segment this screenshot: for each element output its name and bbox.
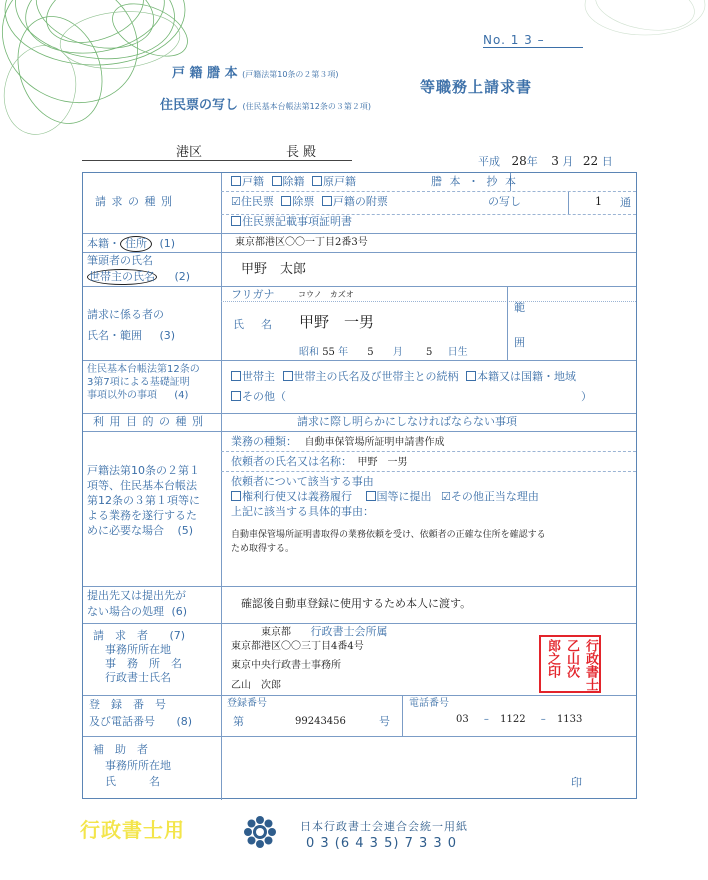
option-setainushi: 世帯主 xyxy=(242,370,275,383)
date-month: 3 xyxy=(551,154,559,168)
phone-2: 1122 xyxy=(500,714,526,725)
head-name-value: 甲野 太郎 xyxy=(241,262,307,277)
label-purpose-c: 第12条の３第１項等に xyxy=(87,494,200,507)
copy-suffix: の写し xyxy=(488,195,521,208)
checkbox-other-reason-checked[interactable]: ☑ xyxy=(441,490,451,503)
range-label-2: 囲 xyxy=(514,336,525,349)
birth-day: 5 xyxy=(426,347,433,358)
checkbox-joseki[interactable] xyxy=(272,176,282,186)
label-purpose-e-row xyxy=(87,524,193,538)
reg-prefix: 第 xyxy=(233,715,244,728)
checkbox-setainushi[interactable] xyxy=(231,371,241,381)
date-year: 28 xyxy=(511,154,527,168)
birth-era: 昭和 xyxy=(299,347,319,358)
guilloche-decoration-right xyxy=(565,0,708,60)
option-certificate: 住民票記載事項証明書 xyxy=(242,215,352,228)
request-date xyxy=(478,153,613,169)
label-head-name-a: 筆頭者の氏名 xyxy=(87,254,153,267)
date-day-unit: 日 xyxy=(601,155,613,168)
detail-label: 上記に該当する具体的事由： xyxy=(231,505,374,518)
request-type-line3 xyxy=(231,215,352,229)
phone-number xyxy=(456,713,582,727)
addressee-ward: 港区 xyxy=(176,145,203,160)
checkbox-government[interactable] xyxy=(366,491,376,501)
label-registration-b: 及び電話番号 xyxy=(89,715,155,728)
title-line1 xyxy=(172,62,339,81)
phone-1: 03 xyxy=(456,714,469,725)
name-label: 氏 名 xyxy=(233,318,275,331)
business-value: 自動車保管場所証明申請書作成 xyxy=(304,437,445,448)
label-head-name xyxy=(87,269,190,285)
label-purpose-d: よる業務を遂行するた xyxy=(87,509,197,522)
reg-suffix: 号 xyxy=(379,715,390,728)
footer-org: 日本行政書士会連合会統一用紙 xyxy=(300,820,468,833)
birth-year-unit: 年 xyxy=(338,347,349,358)
copy-count: 1 xyxy=(595,195,602,208)
label-registration-num: (8) xyxy=(176,715,193,728)
checkbox-jokyo[interactable] xyxy=(281,196,291,206)
option-fuhyo: 戸籍の附票 xyxy=(332,195,388,208)
footer-brand: 行政書士用 xyxy=(80,818,185,842)
footer-phone: 0 3 (6 4 3 5) 7 3 3 0 xyxy=(306,836,458,851)
option-joseki: 除籍 xyxy=(282,175,305,188)
title-juminhyo-note: (住民基本台帳法第12条の３第２項) xyxy=(242,102,371,111)
purpose-type-value: 請求に際し明らかにしなければならない事項 xyxy=(297,415,517,428)
option-rights: 権利行使又は義務履行 xyxy=(242,490,352,503)
reason-options xyxy=(231,490,539,504)
date-month-unit: 月 xyxy=(562,155,574,168)
label-assistant-c: 氏 名 xyxy=(105,775,160,788)
official-seal xyxy=(539,635,601,693)
title-suffix: 等職務上請求書 xyxy=(420,78,533,96)
label-other-c: 事項以外の事項 xyxy=(87,390,157,401)
copy-types: 謄 本 ・ 抄 本 xyxy=(431,175,518,188)
option-government: 国等に提出 xyxy=(376,490,432,503)
label-subject-b: 氏名・範囲 xyxy=(87,329,142,342)
birth-year: 55 xyxy=(322,347,335,358)
checkbox-juminhyo-checked[interactable]: ☑ xyxy=(231,195,241,208)
checkbox-koseki[interactable] xyxy=(231,176,241,186)
label-domicile-circled: 住所 xyxy=(120,236,152,252)
label-head-name-circled: 世帯主の氏名 xyxy=(89,270,155,283)
request-type-line1 xyxy=(231,175,356,189)
option-koseki: 戸籍 xyxy=(242,175,264,188)
birth-month: 5 xyxy=(367,347,374,358)
label-requester-d: 行政書士氏名 xyxy=(105,671,171,684)
seal-column-3: 郎之印 xyxy=(545,639,560,678)
option-juminhyo: 住民票 xyxy=(240,195,274,208)
phone-dash-1: – xyxy=(483,714,489,725)
label-purpose-b: 項等、住民基本台帳法 xyxy=(87,479,197,492)
birth-day-unit: 日生 xyxy=(447,347,468,358)
requester-office: 東京中央行政書士事務所 xyxy=(231,660,341,671)
label-head-name-num: (2) xyxy=(174,270,191,283)
submission-value: 確認後自動車登録に使用するため本人に渡す。 xyxy=(241,597,472,610)
business-row xyxy=(231,435,445,450)
domicile-value: 東京都港区〇〇一丁目2番3号 xyxy=(235,237,368,248)
copy-count-unit: 通 xyxy=(620,196,631,209)
label-assistant-b: 事務所所在地 xyxy=(105,759,171,772)
form-number: No. 1 3 – xyxy=(483,33,583,48)
business-label: 業務の種類： xyxy=(231,435,297,448)
label-domicile-a: 本籍・ xyxy=(87,237,120,250)
title-line2 xyxy=(160,94,371,113)
phone-label: 電話番号 xyxy=(409,698,449,709)
option-other: その他（ xyxy=(242,390,286,403)
label-submission-a: 提出先又は提出先が xyxy=(87,589,186,602)
request-type-line2 xyxy=(231,195,388,209)
option-honseki: 本籍又は国籍・地域 xyxy=(477,370,576,383)
other-other xyxy=(231,390,286,404)
label-requester xyxy=(93,629,185,643)
label-purpose-e: めに必要な場合 xyxy=(87,524,164,537)
reason-label: 依頼者について該当する事由 xyxy=(231,475,374,488)
addressee-underline xyxy=(82,160,352,161)
label-assistant-a: 補 助 者 xyxy=(93,743,148,756)
label-registration xyxy=(89,715,192,729)
date-day: 22 xyxy=(582,154,599,168)
requester-address: 東京都港区〇〇三丁目4番4号 xyxy=(231,641,364,652)
client-label: 依頼者の氏名又は名称： xyxy=(231,455,352,468)
label-submission-b: ない場合の処理 xyxy=(87,605,164,618)
phone-dash-2: – xyxy=(540,714,546,725)
label-requester-num: (7) xyxy=(169,629,186,642)
phone-3: 1133 xyxy=(556,714,583,725)
range-label: 範 xyxy=(514,301,525,314)
label-requester-c: 事 務 所 名 xyxy=(105,657,182,670)
requester-name: 乙山 次郎 xyxy=(231,680,281,691)
client-value: 甲野 一男 xyxy=(357,457,408,468)
label-purpose-a: 戸籍法第10条の２第１ xyxy=(87,464,200,477)
label-requester-b: 事務所所在地 xyxy=(105,643,171,656)
label-submission-num: (6) xyxy=(171,605,188,618)
checkbox-fuhyo[interactable] xyxy=(322,196,332,206)
label-subject xyxy=(87,329,175,343)
date-year-unit: 年 xyxy=(526,155,538,168)
title-koseki: 戸 籍 謄 本 xyxy=(172,66,238,81)
detail-line1: 自動車保管場所証明書取得の業務依頼を受け、依頼者の正確な住所を確認する xyxy=(231,530,546,540)
label-request-type: 請 求 の 種 別 xyxy=(95,195,173,208)
other-options xyxy=(231,370,576,384)
title-koseki-note: (戸籍法第10条の２第３項) xyxy=(242,70,339,79)
label-registration-a: 登 録 番 号 xyxy=(89,698,166,711)
client-row xyxy=(231,455,408,470)
addressee-title: 長殿 xyxy=(286,145,321,160)
checkbox-other[interactable] xyxy=(231,391,241,401)
label-purpose-type: 利 用 目 的 の 種 別 xyxy=(93,415,204,428)
checkbox-certificate[interactable] xyxy=(231,216,241,226)
subject-name-value: 甲野 一男 xyxy=(299,313,375,331)
association-pref: 東京都 xyxy=(261,627,291,638)
checkbox-honseki[interactable] xyxy=(466,371,476,381)
label-other-num: (4) xyxy=(174,390,189,401)
birth-date xyxy=(299,346,468,360)
option-jokyo: 除票 xyxy=(292,195,315,208)
option-relation: 世帯主の氏名及び世帯主との続柄 xyxy=(293,370,459,383)
association: 行政書士会所属 xyxy=(310,625,388,638)
request-form-table xyxy=(82,172,637,799)
association-row xyxy=(261,625,388,640)
label-subject-a: 請求に係る者の xyxy=(87,308,164,321)
detail-line2: ため取得する。 xyxy=(231,544,295,554)
label-domicile xyxy=(87,236,175,252)
birth-month-unit: 月 xyxy=(392,347,403,358)
association-emblem-icon xyxy=(243,815,277,849)
checkbox-rights[interactable] xyxy=(231,491,241,501)
date-era: 平成 xyxy=(478,155,500,168)
reg-label: 登録番号 xyxy=(227,698,267,709)
label-subject-num: (3) xyxy=(159,329,176,342)
seal-column-2: 乙山次 xyxy=(564,639,579,678)
label-submission xyxy=(87,605,187,619)
seal-column-1: 行政書士 xyxy=(583,639,598,691)
label-domicile-num: (1) xyxy=(159,237,176,250)
label-other xyxy=(87,389,188,403)
checkbox-relation[interactable] xyxy=(283,371,293,381)
option-other-reason: その他正当な理由 xyxy=(450,490,539,503)
label-other-a: 住民基本台帳法第12条の xyxy=(87,364,200,375)
option-genkoseki: 原戸籍 xyxy=(323,175,356,188)
other-close: ） xyxy=(581,390,592,403)
furigana-label: フリガナ xyxy=(231,288,275,301)
checkbox-genkoseki[interactable] xyxy=(312,176,322,186)
reg-number: 99243456 xyxy=(295,716,346,727)
label-other-b: 3第7項による基礎証明 xyxy=(87,377,190,388)
title-juminhyo: 住民票の写し xyxy=(160,98,239,113)
assistant-seal-mark: 印 xyxy=(571,776,582,789)
label-requester-a: 請 求 者 xyxy=(93,629,148,642)
furigana-value: コウノ カズオ xyxy=(298,290,354,299)
label-purpose-num: (5) xyxy=(177,524,194,537)
